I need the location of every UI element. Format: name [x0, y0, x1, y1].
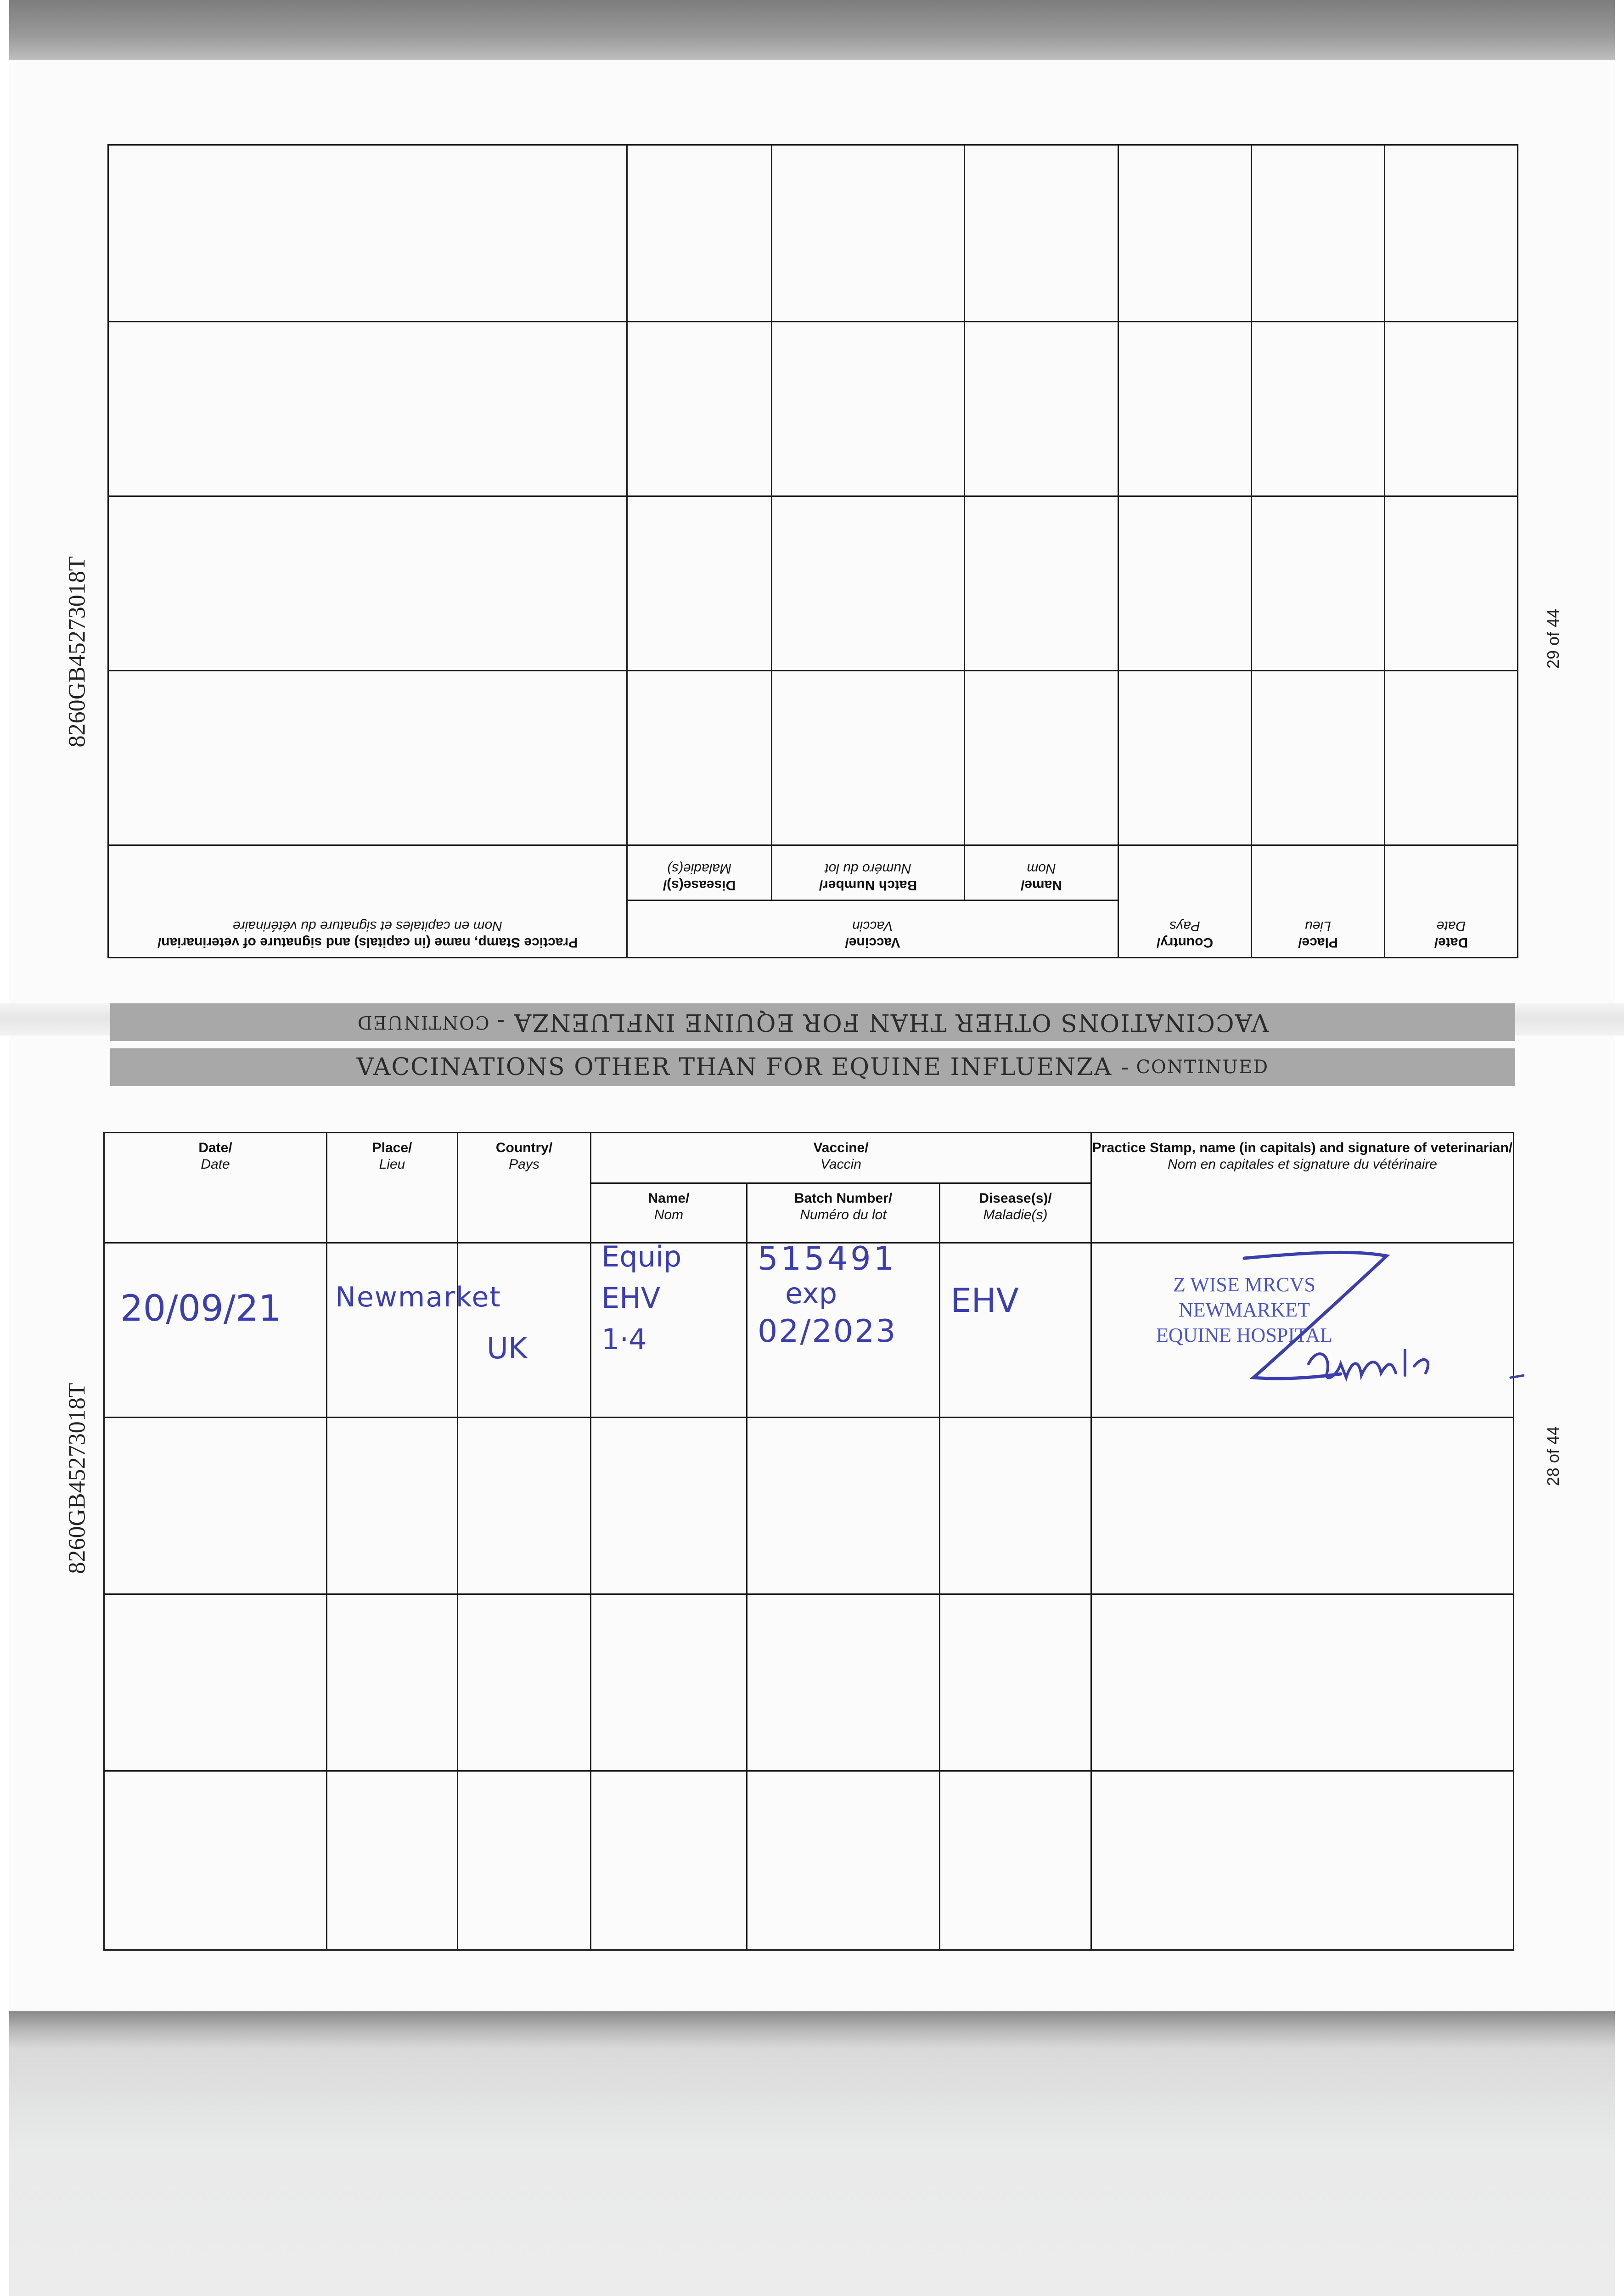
header-place: Place/ Lieu [327, 1133, 458, 1243]
page-number-upper: 29 of 44 [1544, 608, 1563, 669]
entry-date: 20/09/21 [120, 1288, 281, 1329]
entry-batch-number: 515491 [758, 1240, 897, 1277]
vaccination-table-upper [109, 146, 1518, 958]
entry-vaccine-name-1: Equip [601, 1240, 682, 1273]
header-vaccine: Vaccine/ Vaccin [627, 900, 1118, 958]
header-date: Date/ Date [104, 1133, 327, 1243]
header-disease: Disease(s)/ Maladie(s) [627, 845, 772, 900]
table-row [104, 1418, 1514, 1594]
header-practice-stamp: Practice Stamp, name (in capitals) and signature of veterinarian/ Nom en capitales et signature du vétérinaire [108, 845, 627, 958]
header-disease: Disease(s)/ Maladie(s) [940, 1183, 1091, 1243]
header-vaccine: Vaccine/ Vaccin [591, 1133, 1091, 1183]
table-row [108, 145, 1518, 322]
entry-country: UK [487, 1332, 528, 1366]
table-row [104, 1771, 1514, 1950]
entry-batch-exp: exp [785, 1277, 837, 1310]
table-row [108, 671, 1518, 845]
header-place: Place/ Lieu [1252, 845, 1385, 958]
document-id-upper: 8260GB45273018T [64, 556, 90, 748]
page-number-lower: 28 of 44 [1544, 1426, 1563, 1486]
vet-signature [1175, 1240, 1524, 1405]
entry-vaccine-name-3: 1·4 [601, 1322, 647, 1356]
table-row [104, 1594, 1514, 1771]
header-practice-stamp: Practice Stamp, name (in capitals) and signature of veterinarian/ Nom en capitales et signature du vétérinaire [1091, 1133, 1514, 1243]
section-banner-upper: VACCINATIONS OTHER THAN FOR EQUINE INFLUENZA - CONTINUED [110, 1003, 1515, 1041]
header-name: Name/ Nom [965, 845, 1118, 900]
header-country: Country/ Pays [1118, 845, 1252, 958]
section-banner-lower: VACCINATIONS OTHER THAN FOR EQUINE INFLUENZA - CONTINUED [110, 1048, 1515, 1086]
header-name: Name/ Nom [591, 1183, 747, 1243]
stamp-vet-name: Z WISE MRCVS [1173, 1273, 1315, 1296]
document-id-lower: 8260GB45273018T [64, 1383, 90, 1574]
header-batch: Batch Number/ Numéro du lot [772, 845, 965, 900]
header-country: Country/ Pays [458, 1133, 591, 1243]
stamp-practice: NEWMARKET [1179, 1299, 1310, 1321]
table-row [108, 322, 1518, 496]
stamp-hospital: EQUINE HOSPITAL [1156, 1324, 1332, 1346]
header-date: Date/ Date [1385, 845, 1518, 958]
scan-bottom-edge [9, 2011, 1615, 2296]
table-row [108, 496, 1518, 671]
entry-place: Newmarket [335, 1281, 501, 1313]
entry-vaccine-name-2: EHV [601, 1281, 661, 1315]
header-batch: Batch Number/ Numéro du lot [747, 1183, 940, 1243]
entry-batch-expiry: 02/2023 [758, 1313, 897, 1350]
scan-top-edge [9, 0, 1615, 60]
entry-disease: EHV [950, 1281, 1019, 1320]
